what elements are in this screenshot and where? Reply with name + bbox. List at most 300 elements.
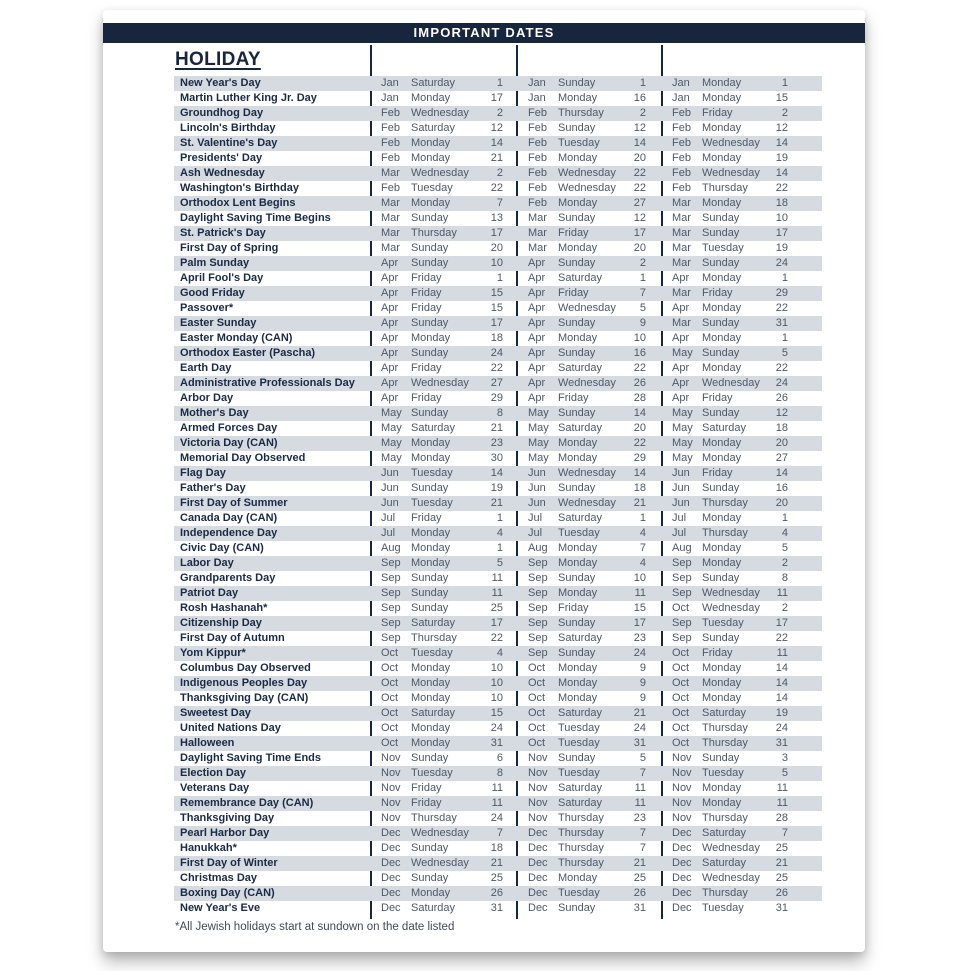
year2-date-group — [516, 346, 661, 361]
day-cell: 4 — [496, 647, 503, 659]
month-cell: Sep — [528, 632, 548, 644]
weekday-cell: Sunday — [411, 482, 449, 494]
weekday-cell: Tuesday — [702, 242, 744, 254]
month-cell: Feb — [672, 182, 691, 194]
month-cell: Apr — [528, 287, 546, 299]
month-cell: Apr — [528, 257, 546, 269]
weekday-cell: Sunday — [702, 227, 740, 239]
day-cell: 26 — [490, 887, 503, 899]
year1-date-group — [370, 526, 516, 541]
holiday-name: Indigenous Peoples Day — [180, 677, 308, 689]
year3-date-group — [661, 841, 822, 856]
year3-date-group — [661, 751, 822, 766]
weekday-cell: Saturday — [411, 422, 456, 434]
footnote: *All Jewish holidays start at sundown on the date listed — [175, 921, 455, 933]
day-cell: 18 — [490, 842, 503, 854]
month-cell: Nov — [672, 752, 692, 764]
month-cell: Sep — [528, 572, 548, 584]
year1-date-group — [370, 91, 516, 106]
month-cell: Apr — [672, 392, 690, 404]
holiday-name: Sweetest Day — [180, 707, 251, 719]
year3-date-group — [661, 211, 822, 226]
day-cell: 17 — [490, 227, 503, 239]
day-cell: 8 — [781, 572, 788, 584]
month-cell: Apr — [528, 362, 546, 374]
weekday-cell: Sunday — [411, 602, 449, 614]
year3-date-group — [661, 421, 822, 436]
year1-date-group — [370, 271, 516, 286]
table-row — [174, 616, 822, 631]
weekday-cell: Thursday — [702, 527, 748, 539]
weekday-cell: Saturday — [558, 707, 603, 719]
month-cell: Feb — [528, 137, 547, 149]
holiday-name: Independence Day — [180, 527, 278, 539]
year1-date-group — [370, 316, 516, 331]
year1-date-group — [370, 766, 516, 781]
weekday-cell: Sunday — [558, 257, 596, 269]
month-cell: Nov — [672, 782, 692, 794]
month-cell: Jul — [381, 527, 396, 539]
weekday-cell: Friday — [558, 602, 589, 614]
holiday-name: Easter Sunday — [180, 317, 257, 329]
year3-date-group — [661, 406, 822, 421]
holiday-name: Rosh Hashanah* — [180, 602, 268, 614]
year3-date-group — [661, 541, 822, 556]
year2-date-group — [516, 841, 661, 856]
month-cell: Jul — [528, 527, 543, 539]
weekday-cell: Monday — [558, 587, 598, 599]
year1-date-group — [370, 241, 516, 256]
weekday-cell: Monday — [558, 677, 598, 689]
day-cell: 29 — [775, 287, 788, 299]
weekday-cell: Saturday — [702, 827, 747, 839]
month-cell: Oct — [381, 737, 399, 749]
day-cell: 14 — [633, 407, 646, 419]
weekday-cell: Friday — [411, 392, 442, 404]
day-cell: 19 — [775, 707, 788, 719]
month-cell: Mar — [528, 242, 547, 254]
table-row — [174, 76, 822, 91]
year1-date-group — [370, 736, 516, 751]
weekday-cell: Thursday — [558, 827, 604, 839]
year3-date-group — [661, 631, 822, 646]
weekday-cell: Sunday — [702, 572, 740, 584]
month-cell: May — [672, 347, 693, 359]
day-cell: 5 — [781, 767, 788, 779]
holiday-name: United Nations Day — [180, 722, 281, 734]
weekday-cell: Sunday — [558, 122, 596, 134]
holiday-name: Thanksgiving Day — [180, 812, 275, 824]
year2-date-group — [516, 526, 661, 541]
month-cell: Apr — [528, 302, 546, 314]
day-cell: 6 — [496, 752, 503, 764]
table-body — [174, 76, 822, 916]
day-cell: 2 — [781, 107, 788, 119]
day-cell: 5 — [496, 557, 503, 569]
month-cell: Jan — [381, 77, 399, 89]
month-cell: Feb — [528, 197, 547, 209]
day-cell: 8 — [496, 407, 503, 419]
day-cell: 7 — [639, 287, 646, 299]
year2-date-group — [516, 661, 661, 676]
month-cell: Apr — [672, 377, 690, 389]
day-cell: 22 — [775, 362, 788, 374]
year1-date-group — [370, 196, 516, 211]
holiday-heading: HOLIDAY — [175, 49, 261, 70]
month-cell: Mar — [528, 227, 547, 239]
year1-date-group — [370, 676, 516, 691]
table-row — [174, 856, 822, 871]
day-cell: 17 — [490, 617, 503, 629]
weekday-cell: Monday — [702, 77, 742, 89]
holiday-name: Canada Day (CAN) — [180, 512, 278, 524]
month-cell: Jan — [672, 77, 690, 89]
weekday-cell: Saturday — [411, 902, 456, 914]
year3-date-group — [661, 721, 822, 736]
weekday-cell: Thursday — [702, 497, 748, 509]
day-cell: 12 — [490, 122, 503, 134]
month-cell: May — [528, 407, 549, 419]
month-cell: Mar — [381, 212, 400, 224]
year2-date-group — [516, 181, 661, 196]
weekday-cell: Monday — [702, 152, 742, 164]
month-cell: Feb — [672, 152, 691, 164]
year1-date-group — [370, 121, 516, 136]
day-cell: 31 — [775, 902, 788, 914]
day-cell: 22 — [633, 437, 646, 449]
weekday-cell: Tuesday — [558, 722, 600, 734]
weekday-cell: Wednesday — [558, 302, 616, 314]
dates-table — [174, 45, 822, 919]
weekday-cell: Wednesday — [702, 137, 760, 149]
weekday-cell: Monday — [411, 152, 451, 164]
year2-date-group — [516, 751, 661, 766]
year3-date-group — [661, 601, 822, 616]
weekday-cell: Friday — [702, 287, 733, 299]
holiday-name: Easter Monday (CAN) — [180, 332, 293, 344]
table-row — [174, 811, 822, 826]
weekday-cell: Monday — [411, 737, 451, 749]
weekday-cell: Sunday — [558, 482, 596, 494]
year3-date-group — [661, 271, 822, 286]
table-row — [174, 871, 822, 886]
year1-date-group — [370, 406, 516, 421]
holiday-name: Father's Day — [180, 482, 246, 494]
year1-date-group — [370, 661, 516, 676]
day-cell: 22 — [775, 632, 788, 644]
year2-date-group — [516, 151, 661, 166]
weekday-cell: Monday — [702, 557, 742, 569]
month-cell: Nov — [528, 782, 548, 794]
table-row — [174, 346, 822, 361]
weekday-cell: Monday — [411, 452, 451, 464]
month-cell: May — [672, 407, 693, 419]
year3-date-group — [661, 391, 822, 406]
day-cell: 20 — [633, 152, 646, 164]
day-cell: 11 — [491, 782, 503, 794]
weekday-cell: Saturday — [558, 272, 603, 284]
month-cell: Mar — [672, 242, 691, 254]
month-cell: Sep — [381, 602, 401, 614]
year3-date-group — [661, 766, 822, 781]
month-cell: May — [381, 437, 402, 449]
month-cell: Jun — [672, 482, 690, 494]
table-row — [174, 631, 822, 646]
year3-date-group — [661, 811, 822, 826]
year1-date-group — [370, 796, 516, 811]
month-cell: Dec — [528, 872, 548, 884]
month-cell: Sep — [672, 617, 692, 629]
month-cell: Sep — [381, 632, 401, 644]
month-cell: Jan — [381, 92, 399, 104]
weekday-cell: Monday — [702, 437, 742, 449]
weekday-cell: Sunday — [411, 347, 449, 359]
month-cell: Feb — [381, 152, 400, 164]
month-cell: Dec — [528, 887, 548, 899]
weekday-cell: Wednesday — [702, 167, 760, 179]
day-cell: 11 — [634, 587, 646, 599]
day-cell: 20 — [490, 242, 503, 254]
year2-date-group — [516, 616, 661, 631]
month-cell: Apr — [528, 377, 546, 389]
weekday-cell: Monday — [558, 242, 598, 254]
month-cell: Jun — [672, 497, 690, 509]
month-cell: Apr — [528, 347, 546, 359]
day-cell: 11 — [776, 797, 788, 809]
holiday-name: Lincoln's Birthday — [180, 122, 276, 134]
weekday-cell: Saturday — [702, 422, 747, 434]
day-cell: 9 — [639, 677, 646, 689]
holiday-name: Daylight Saving Time Ends — [180, 752, 321, 764]
year2-date-group — [516, 436, 661, 451]
day-cell: 2 — [496, 107, 503, 119]
table-row — [174, 301, 822, 316]
year2-date-group — [516, 646, 661, 661]
day-cell: 15 — [490, 302, 503, 314]
table-row — [174, 316, 822, 331]
weekday-cell: Monday — [411, 137, 451, 149]
day-cell: 22 — [633, 362, 646, 374]
holiday-name: Labor Day — [180, 557, 234, 569]
holiday-name: Martin Luther King Jr. Day — [180, 92, 317, 104]
month-cell: Sep — [381, 617, 401, 629]
weekday-cell: Sunday — [558, 317, 596, 329]
year3-date-group — [661, 346, 822, 361]
day-cell: 10 — [775, 212, 788, 224]
weekday-cell: Wednesday — [558, 182, 616, 194]
day-cell: 17 — [775, 617, 788, 629]
day-cell: 4 — [639, 557, 646, 569]
year2-date-group — [516, 256, 661, 271]
holiday-name: Victoria Day (CAN) — [180, 437, 278, 449]
table-row — [174, 361, 822, 376]
day-cell: 31 — [633, 737, 646, 749]
month-cell: Nov — [528, 797, 548, 809]
weekday-cell: Tuesday — [411, 647, 453, 659]
month-cell: Feb — [672, 167, 691, 179]
weekday-cell: Sunday — [411, 242, 449, 254]
day-cell: 14 — [775, 137, 788, 149]
day-cell: 31 — [775, 317, 788, 329]
month-cell: Dec — [672, 827, 692, 839]
year2-date-group — [516, 376, 661, 391]
day-cell: 21 — [633, 497, 646, 509]
holiday-name: Pearl Harbor Day — [180, 827, 270, 839]
day-cell: 1 — [639, 272, 646, 284]
weekday-cell: Thursday — [558, 842, 604, 854]
table-row — [174, 121, 822, 136]
day-cell: 27 — [490, 377, 503, 389]
month-cell: Apr — [381, 302, 399, 314]
day-cell: 1 — [781, 272, 788, 284]
day-cell: 10 — [490, 662, 503, 674]
table-row — [174, 721, 822, 736]
day-cell: 16 — [633, 347, 646, 359]
month-cell: Nov — [528, 812, 548, 824]
day-cell: 9 — [639, 692, 646, 704]
year2-date-group — [516, 481, 661, 496]
year1-date-group — [370, 511, 516, 526]
month-cell: Dec — [528, 827, 548, 839]
weekday-cell: Thursday — [702, 812, 748, 824]
weekday-cell: Monday — [558, 152, 598, 164]
weekday-cell: Monday — [558, 692, 598, 704]
weekday-cell: Tuesday — [702, 767, 744, 779]
month-cell: Nov — [381, 767, 401, 779]
year3-date-group — [661, 91, 822, 106]
page-card — [103, 10, 865, 952]
year3-date-group — [661, 256, 822, 271]
year1-date-group — [370, 226, 516, 241]
weekday-cell: Monday — [558, 437, 598, 449]
month-cell: Oct — [672, 722, 690, 734]
table-row — [174, 211, 822, 226]
month-cell: Jun — [381, 467, 399, 479]
day-cell: 3 — [781, 752, 788, 764]
year1-date-group — [370, 181, 516, 196]
year1-date-group — [370, 466, 516, 481]
day-cell: 28 — [775, 812, 788, 824]
table-row — [174, 736, 822, 751]
year3-date-group — [661, 901, 822, 916]
year3-date-group — [661, 241, 822, 256]
year3-date-group — [661, 616, 822, 631]
month-cell: Oct — [528, 692, 546, 704]
month-cell: Jan — [672, 92, 690, 104]
weekday-cell: Saturday — [558, 512, 603, 524]
day-cell: 7 — [639, 842, 646, 854]
month-cell: Apr — [381, 272, 399, 284]
day-cell: 30 — [490, 452, 503, 464]
year3-date-group — [661, 871, 822, 886]
month-cell: Jul — [672, 512, 687, 524]
year1-date-group — [370, 841, 516, 856]
day-cell: 19 — [775, 242, 788, 254]
month-cell: Oct — [672, 647, 690, 659]
holiday-name: April Fool's Day — [180, 272, 264, 284]
year3-date-group — [661, 106, 822, 121]
weekday-cell: Tuesday — [558, 737, 600, 749]
day-cell: 23 — [490, 437, 503, 449]
weekday-cell: Monday — [702, 302, 742, 314]
weekday-cell: Wednesday — [411, 827, 469, 839]
day-cell: 24 — [490, 812, 503, 824]
year2-date-group — [516, 451, 661, 466]
weekday-cell: Tuesday — [411, 467, 453, 479]
year2-date-group — [516, 631, 661, 646]
holiday-name: New Year's Eve — [180, 902, 261, 914]
year3-date-group — [661, 121, 822, 136]
month-cell: Nov — [528, 767, 548, 779]
weekday-cell: Monday — [702, 332, 742, 344]
holiday-name: First Day of Autumn — [180, 632, 285, 644]
month-cell: Jul — [381, 512, 396, 524]
weekday-cell: Wednesday — [558, 377, 616, 389]
month-cell: Sep — [672, 572, 692, 584]
month-cell: Oct — [528, 677, 546, 689]
month-cell: Dec — [528, 857, 548, 869]
weekday-cell: Monday — [411, 437, 451, 449]
weekday-cell: Saturday — [558, 782, 603, 794]
year1-date-group — [370, 256, 516, 271]
year1-date-group — [370, 781, 516, 796]
day-cell: 10 — [490, 257, 503, 269]
month-cell: May — [672, 422, 693, 434]
month-cell: Apr — [381, 392, 399, 404]
weekday-cell: Monday — [411, 557, 451, 569]
month-cell: May — [528, 422, 549, 434]
year3-date-group — [661, 496, 822, 511]
day-cell: 11 — [776, 647, 788, 659]
holiday-name: Memorial Day Observed — [180, 452, 306, 464]
day-cell: 22 — [775, 302, 788, 314]
year3-date-group — [661, 376, 822, 391]
month-cell: Dec — [672, 857, 692, 869]
year2-date-group — [516, 76, 661, 91]
year1-date-group — [370, 586, 516, 601]
weekday-cell: Tuesday — [702, 617, 744, 629]
day-cell: 21 — [490, 857, 503, 869]
year2-date-group — [516, 766, 661, 781]
year1-date-group — [370, 481, 516, 496]
day-cell: 22 — [490, 182, 503, 194]
month-cell: Nov — [381, 782, 401, 794]
year2-date-group — [516, 301, 661, 316]
weekday-cell: Thursday — [558, 107, 604, 119]
year3-date-group — [661, 76, 822, 91]
month-cell: Feb — [528, 152, 547, 164]
day-cell: 18 — [633, 482, 646, 494]
day-cell: 11 — [491, 587, 503, 599]
weekday-cell: Monday — [558, 452, 598, 464]
table-row — [174, 256, 822, 271]
weekday-cell: Sunday — [411, 212, 449, 224]
table-row — [174, 391, 822, 406]
year3-date-group — [661, 466, 822, 481]
month-cell: Mar — [672, 212, 691, 224]
holiday-name: Thanksgiving Day (CAN) — [180, 692, 309, 704]
month-cell: Apr — [381, 317, 399, 329]
weekday-cell: Sunday — [411, 317, 449, 329]
month-cell: Mar — [672, 287, 691, 299]
month-cell: Apr — [672, 332, 690, 344]
month-cell: Jun — [672, 467, 690, 479]
year2-date-group — [516, 721, 661, 736]
weekday-cell: Monday — [702, 542, 742, 554]
weekday-cell: Thursday — [702, 722, 748, 734]
table-row — [174, 541, 822, 556]
weekday-cell: Sunday — [558, 407, 596, 419]
